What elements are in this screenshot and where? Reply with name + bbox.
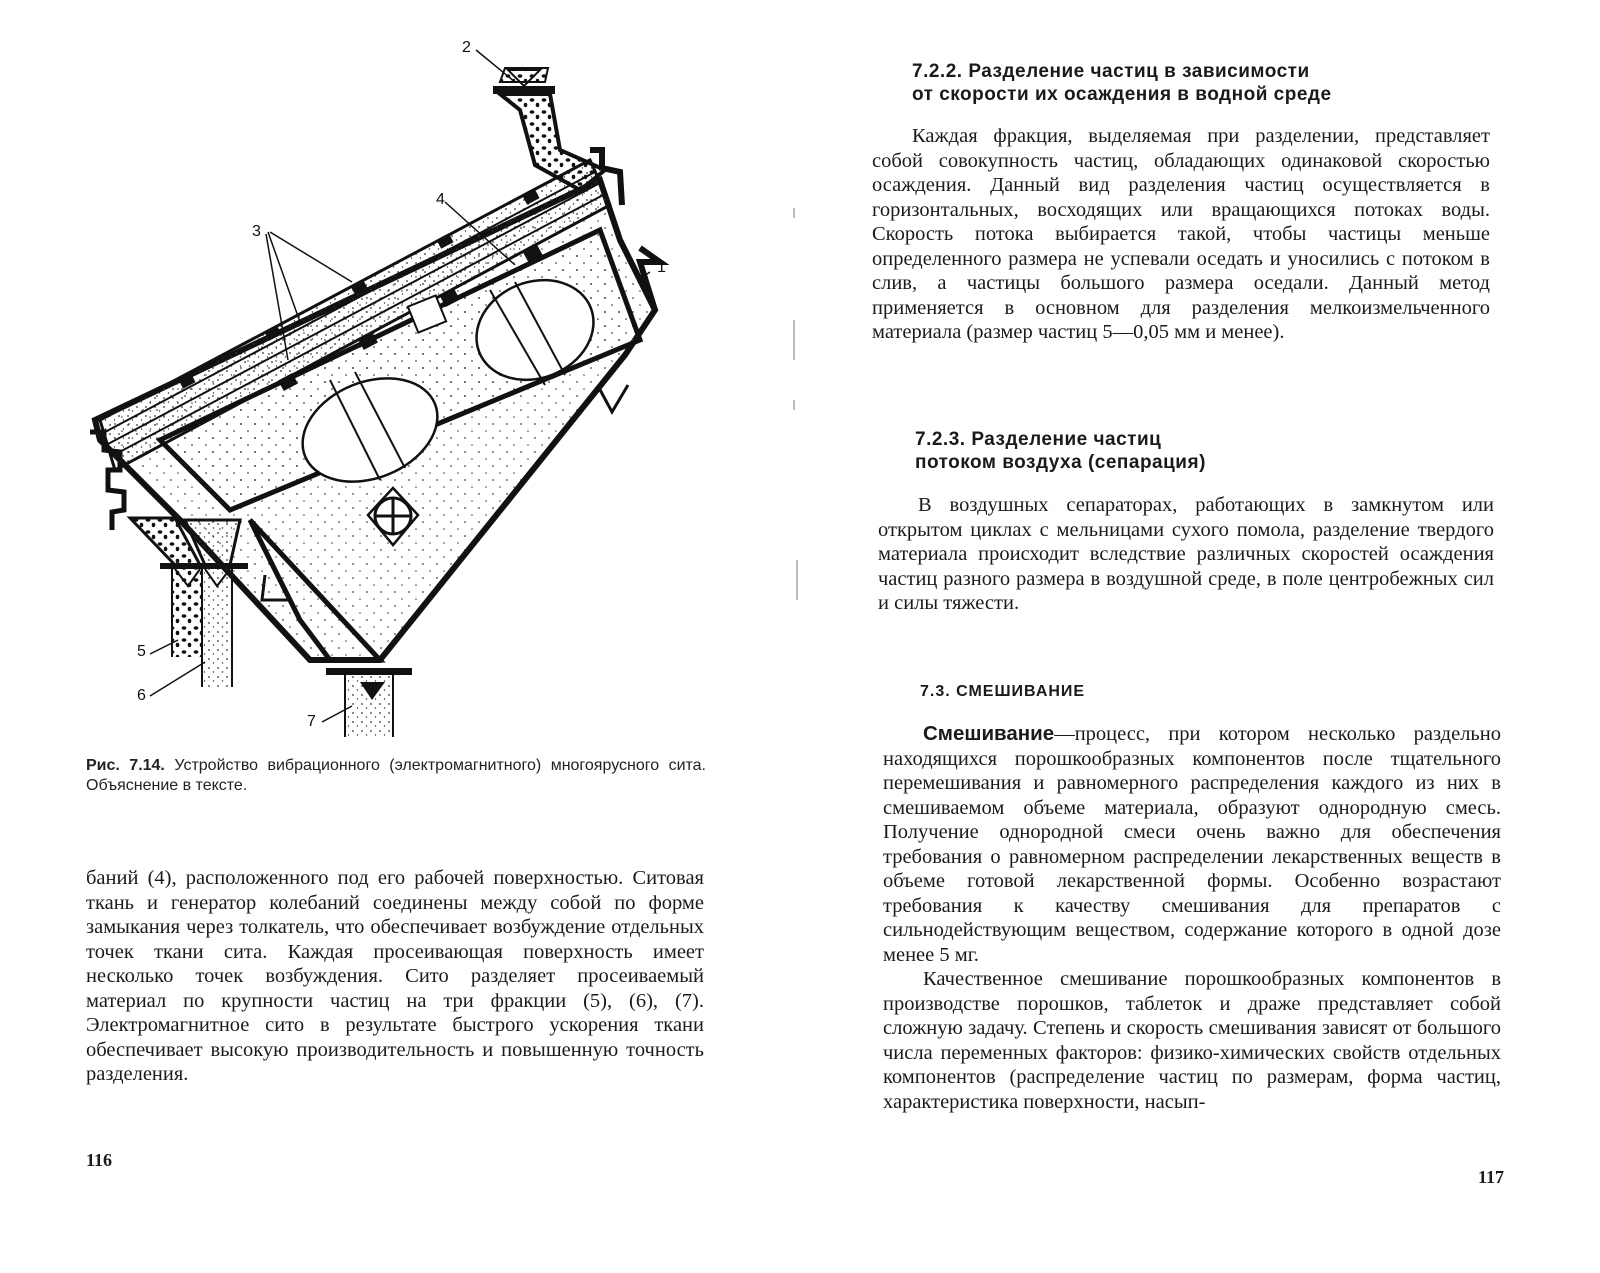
- section-73-paragraph-1: [883, 722, 1501, 967]
- fig-label-2: 2: [462, 39, 471, 56]
- term-mixing: Смешивание: [923, 722, 1055, 745]
- left-body: [86, 866, 704, 1087]
- caption-text: Устройство вибрационного (электромагнитного) многоярусного сита. Объяснение в тексте.: [86, 757, 706, 794]
- heading-723-line1: 7.2.3. Разделение частиц: [915, 429, 1162, 450]
- section-73-paragraph-1-rest: —процесс, при котором несколько раздельно находящихся порошкообразных компонентов после тщательного перемешивания и равномерного распределения каждого из них в смешиваемом объеме материала, образуют однородную смесь. Получение однородной смеси очень важно для обеспечения требования о равномерном распределении лекарственных веществ в объеме готовой лекарственной формы. Особенно возрастают требования к качеству смешивания для препаратов с сильнодействующим веществом, содержание которого в одной дозе менее 5 мг.: [883, 723, 1501, 966]
- heading-722-line1: 7.2.2. Разделение частиц в зависимости: [912, 61, 1310, 82]
- heading-723: [915, 428, 1206, 474]
- scan-speck: [793, 208, 795, 218]
- section-723-body: [878, 493, 1494, 616]
- figure-caption: [86, 756, 706, 796]
- page-number-right: 117: [1478, 1167, 1505, 1187]
- left-paragraph: баний (4), расположенного под его рабочей поверхностью. Ситовая ткань и генератор колебаний соединены между собой по форме замыкания через толкатель, что обеспечивает возбуждение отдельных точек ткани сита. Каждая просеивающая поверхность имеет несколько точек возбуждения. Сито разделяет просеиваемый материал по крупности частиц на три фракции (5), (6), (7). Электромагнитное сито в результате быстрого ускорения ткани обеспечивает высокую производительность и повышенную точность разделения.: [86, 867, 704, 1085]
- fig-label-3: 3: [252, 223, 261, 240]
- fig-label-6: 6: [137, 687, 146, 704]
- heading-722-line2: от скорости их осаждения в водной среде: [912, 84, 1332, 105]
- heading-73: 7.3. СМЕШИВАНИЕ: [920, 683, 1086, 700]
- heading-722: [912, 60, 1332, 106]
- section-722-paragraph: Каждая фракция, выделяемая при разделении, представляет собой совокупность частиц, обладающих одинаковой скоростью осаждения. Данный вид разделения частиц осуществляется в горизонтальных, восходящих или вращающихся потоках воды. Скорость потока выбирается такой, чтобы частицы меньше определенного размера не успевали оседать и уносились с потоком в слив, а частицы большого размера оседали. Данный метод применяется в основном для разделения мелкоизмельченного материала (размер частиц 5—0,05 мм и менее).: [872, 125, 1490, 343]
- section-73-body: [883, 722, 1501, 1114]
- caption-label: Рис. 7.14.: [86, 757, 165, 774]
- outlet-5-6: [130, 518, 248, 687]
- fig-label-7: 7: [307, 713, 316, 730]
- scan-speck: [793, 320, 795, 360]
- page-number-left: 116: [86, 1150, 113, 1170]
- heading-723-line2: потоком воздуха (сепарация): [915, 452, 1206, 473]
- fig-label-4: 4: [436, 191, 445, 208]
- fig-label-5: 5: [137, 643, 146, 660]
- scan-speck: [796, 560, 798, 600]
- scan-speck: [793, 400, 795, 410]
- sieve-figure: [80, 30, 680, 750]
- section-73-paragraph-2: Качественное смешивание порошкообразных компонентов в производстве порошков, таблеток и драже представляет собой сложную задачу. Степень и скорость смешивания зависят от большого числа переменных факторов: физико-химических свойств отдельных компонентов (распределение частиц по размерам, форма частиц, характеристика поверхности, насып-: [883, 968, 1501, 1113]
- fig-label-1: 1: [657, 259, 666, 276]
- section-722-body: [872, 124, 1490, 345]
- section-723-paragraph: В воздушных сепараторах, работающих в замкнутом или открытом циклах с мельницами сухого помола, разделение твердого материала происходит вследствие различных скоростей осаждения частиц разного размера в воздушной среде, в поле центробежных сил и силы тяжести.: [878, 494, 1494, 614]
- outlet-7: [326, 668, 412, 737]
